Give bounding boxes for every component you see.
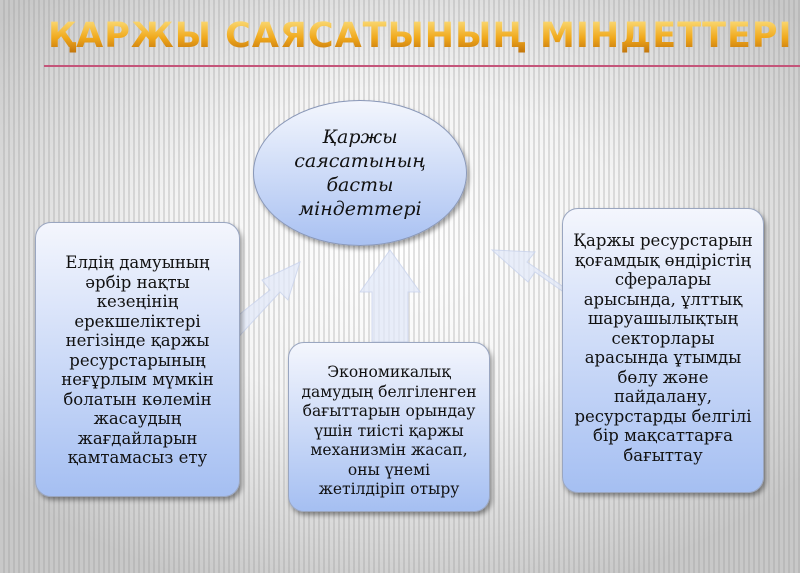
central-ellipse: Қаржы саясатының басты міндеттері bbox=[253, 100, 467, 246]
slide-title: ҚАРЖЫ САЯСАТЫНЫҢ МІНДЕТТЕРІ bbox=[48, 16, 793, 56]
task-box-left: Елдің дамуының әрбір нақты кезеңінің ерекшеліктері негізінде қаржы ресурстарының неғұрлым мүмкін болатын көлемін жасаудың жағдайларын қамтамасыз ету bbox=[35, 222, 240, 497]
task-box-center: Экономикалық дамудың белгіленген бағыттарын орындау үшін тиісті қаржы механизмін жасап, оны үнемі жетілдіріп отыру bbox=[288, 342, 490, 512]
arrow-up-icon bbox=[360, 250, 420, 342]
task-box-right: Қаржы ресурстарын қоғамдық өндірістің сфералары арысында, ұлттық шаруашылықтың секторлары арасында ұтымды бөлу және пайдалану, ресурстарды белгілі бір мақсаттарға бағыттау bbox=[562, 208, 764, 493]
